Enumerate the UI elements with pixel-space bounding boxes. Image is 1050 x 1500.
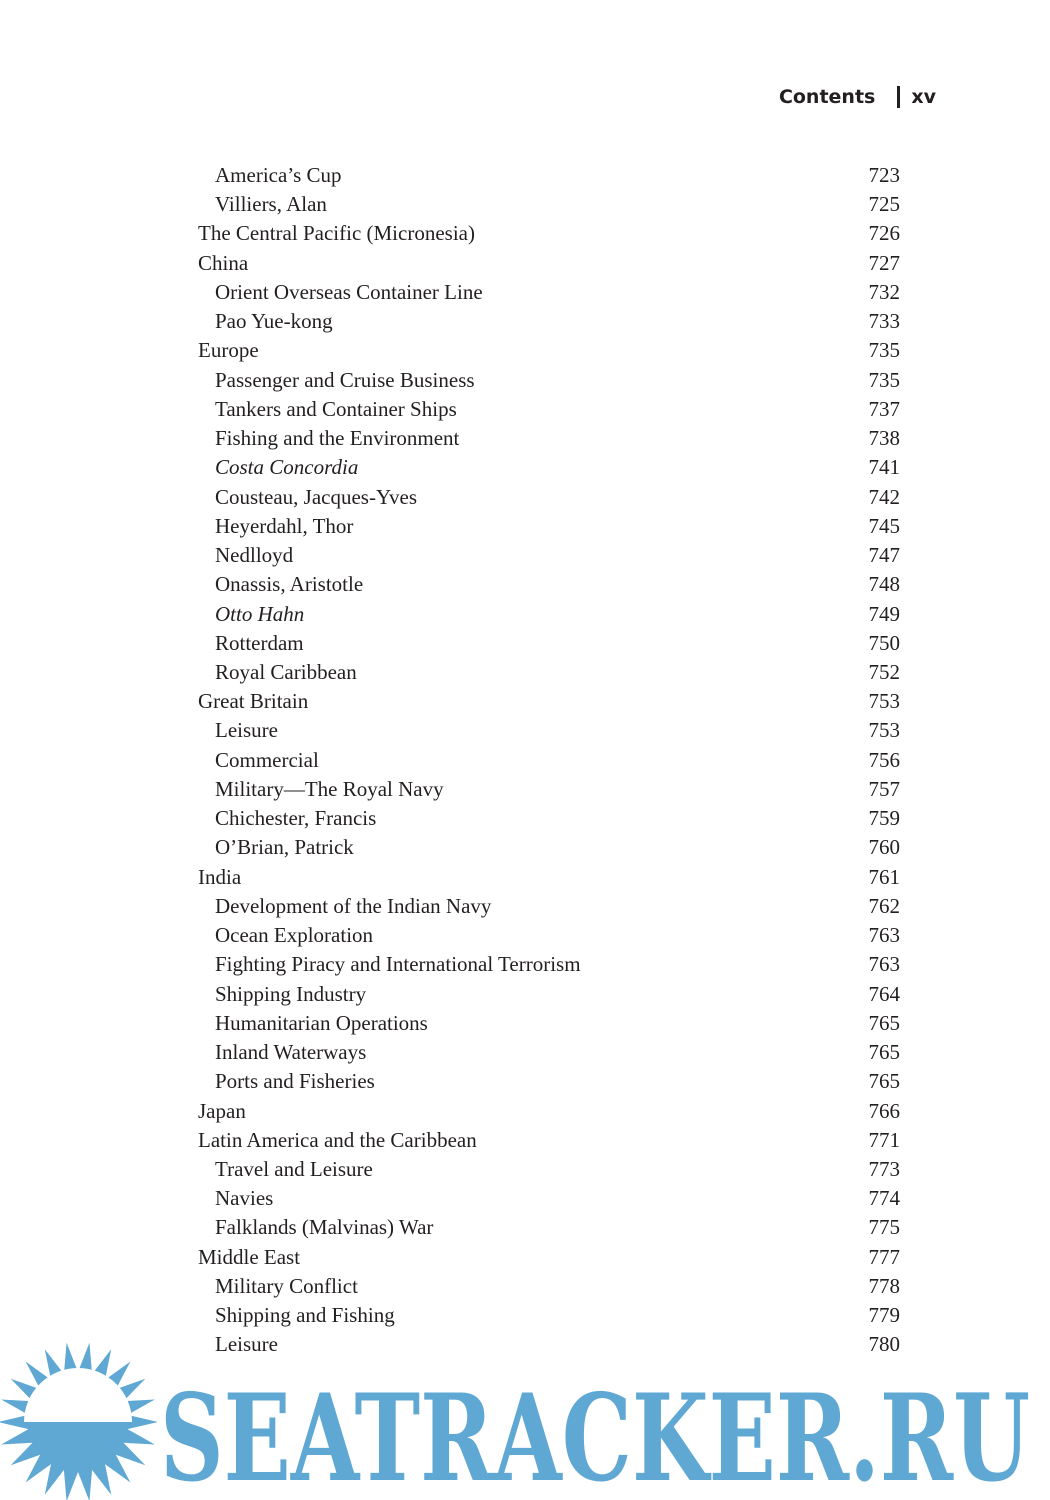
toc-entry-page: 741 xyxy=(868,455,900,480)
running-head-section: Contents xyxy=(778,86,876,108)
toc-entry-page: 778 xyxy=(868,1273,900,1298)
toc-entry-title: Humanitarian Operations xyxy=(215,1010,428,1035)
running-head-page-number: xv xyxy=(911,86,936,108)
toc-entry xyxy=(198,424,900,453)
toc-entry-title: Tankers and Container Ships xyxy=(215,396,457,421)
toc-entry-page: 727 xyxy=(868,250,900,275)
toc-entry xyxy=(198,1009,900,1038)
toc-entry-title: Costa Concordia xyxy=(215,455,359,480)
toc-entry-title: Leisure xyxy=(215,718,278,743)
toc-entry xyxy=(198,278,900,307)
toc-entry-title: Shipping Industry xyxy=(215,981,367,1006)
toc-entry-title: Cousteau, Jacques-Yves xyxy=(215,484,418,509)
toc-entry-page: 752 xyxy=(868,659,900,684)
toc-entry xyxy=(198,541,900,570)
sun-wave-line xyxy=(42,1448,114,1453)
toc-entry-title: Shipping and Fishing xyxy=(215,1303,395,1328)
toc-entry-title: Military Conflict xyxy=(215,1273,358,1298)
toc-entry xyxy=(198,950,900,979)
toc-entry-page: 773 xyxy=(868,1156,900,1181)
toc-entry-page: 765 xyxy=(868,1010,900,1035)
table-of-contents xyxy=(198,161,900,1360)
toc-entry xyxy=(198,1272,900,1301)
toc-entry xyxy=(198,1097,900,1126)
toc-entry-page: 759 xyxy=(868,806,900,831)
toc-entry xyxy=(198,1213,900,1242)
toc-entry-page: 766 xyxy=(868,1098,900,1123)
toc-entry xyxy=(198,366,900,395)
toc-entry xyxy=(198,833,900,862)
toc-entry xyxy=(198,980,900,1009)
toc-entry xyxy=(198,921,900,950)
watermark xyxy=(0,1340,1050,1500)
toc-entry xyxy=(198,512,900,541)
toc-entry xyxy=(198,892,900,921)
toc-entry-page: 777 xyxy=(868,1244,900,1269)
toc-entry-page: 764 xyxy=(868,981,900,1006)
toc-entry-page: 745 xyxy=(868,513,900,538)
toc-entry-page: 765 xyxy=(868,1040,900,1065)
watermark-text: SEATRACKER.RU xyxy=(160,1368,1030,1500)
toc-entry xyxy=(198,804,900,833)
toc-entry-page: 763 xyxy=(868,923,900,948)
toc-entry-title: Rotterdam xyxy=(215,630,304,655)
toc-entry-title: Fighting Piracy and International Terrorism xyxy=(215,952,581,977)
toc-entry xyxy=(198,570,900,599)
toc-entry-title: Royal Caribbean xyxy=(215,659,357,684)
toc-entry-page: 763 xyxy=(868,952,900,977)
toc-entry-title: Inland Waterways xyxy=(215,1040,367,1065)
toc-entry-page: 757 xyxy=(868,776,900,801)
toc-entry-page: 765 xyxy=(868,1069,900,1094)
toc-entry xyxy=(198,219,900,248)
toc-entry-title: Ocean Exploration xyxy=(215,923,374,948)
toc-entry-page: 735 xyxy=(868,367,900,392)
toc-entry xyxy=(198,1243,900,1272)
toc-entry-page: 774 xyxy=(868,1186,900,1211)
toc-entry xyxy=(198,483,900,512)
toc-entry xyxy=(198,336,900,365)
toc-entry-page: 753 xyxy=(868,718,900,743)
toc-entry-title: Villiers, Alan xyxy=(215,192,327,217)
toc-entry-title: America’s Cup xyxy=(215,163,342,187)
toc-entry-title: Onassis, Aristotle xyxy=(215,572,364,597)
toc-entry xyxy=(198,1301,900,1330)
sun-wave-line xyxy=(34,1438,122,1443)
toc-entry xyxy=(198,658,900,687)
toc-entry xyxy=(198,1126,900,1155)
toc-entry-title: India xyxy=(198,864,242,889)
toc-entry-title: Pao Yue-kong xyxy=(215,309,333,334)
toc-entry-page: 742 xyxy=(868,484,900,509)
toc-entry-page: 750 xyxy=(868,630,900,655)
toc-entry-page: 756 xyxy=(868,747,900,772)
toc-entry-title: O’Brian, Patrick xyxy=(215,835,354,860)
toc-entry xyxy=(198,775,900,804)
toc-entry xyxy=(198,190,900,219)
toc-entry-title: Navies xyxy=(215,1186,274,1211)
toc-entry xyxy=(198,1155,900,1184)
sun-wave-line xyxy=(28,1428,128,1433)
toc-entry-title: Falklands (Malvinas) War xyxy=(215,1215,434,1240)
toc-entry-title: Passenger and Cruise Business xyxy=(215,367,475,392)
toc-entry-page: 780 xyxy=(868,1332,900,1357)
toc-entry-title: Travel and Leisure xyxy=(215,1156,373,1181)
toc-entry xyxy=(198,746,900,775)
toc-entry xyxy=(198,687,900,716)
toc-entry xyxy=(198,161,900,190)
toc-entry-title: China xyxy=(198,250,249,275)
toc-entry xyxy=(198,1038,900,1067)
toc-entry-page: 723 xyxy=(868,163,900,187)
toc-entry-page: 735 xyxy=(868,338,900,363)
toc-entry-title: Japan xyxy=(198,1098,246,1123)
toc-entry-title: Latin America and the Caribbean xyxy=(198,1127,477,1152)
toc-entry-page: 779 xyxy=(868,1303,900,1328)
toc-entry-page: 771 xyxy=(868,1127,900,1152)
toc-entry-page: 738 xyxy=(868,426,900,451)
toc-entry-title: Great Britain xyxy=(198,689,309,714)
toc-entry-title: Otto Hahn xyxy=(215,601,305,626)
toc-entry xyxy=(198,249,900,278)
sun-logo-icon xyxy=(0,1343,158,1500)
toc-entry-page: 753 xyxy=(868,689,900,714)
toc-entry xyxy=(198,629,900,658)
toc-entry-title: Development of the Indian Navy xyxy=(215,893,492,918)
toc-entry-title: Middle East xyxy=(198,1244,301,1269)
toc-entry-title: Nedlloyd xyxy=(215,543,294,568)
toc-entry-page: 737 xyxy=(868,396,900,421)
toc-entry xyxy=(198,716,900,745)
toc-entry xyxy=(198,453,900,482)
toc-entry-page: 748 xyxy=(868,572,900,597)
toc-entry-title: Ports and Fisheries xyxy=(215,1069,375,1094)
running-head-divider xyxy=(897,86,900,108)
toc-entry-title: Fishing and the Environment xyxy=(215,426,460,451)
toc-entry-page: 733 xyxy=(868,309,900,334)
toc-entry-title: Heyerdahl, Thor xyxy=(215,513,354,538)
toc-entry-title: Orient Overseas Container Line xyxy=(215,279,483,304)
toc-entry-title: The Central Pacific (Micronesia) xyxy=(198,221,475,246)
toc-entry-title: Military—The Royal Navy xyxy=(215,776,444,801)
toc-entry xyxy=(198,1067,900,1096)
sun-wave-line xyxy=(52,1458,104,1463)
toc-entry-page: 725 xyxy=(868,192,900,217)
toc-entry xyxy=(198,1184,900,1213)
toc-entry-page: 732 xyxy=(868,279,900,304)
toc-entry-page: 749 xyxy=(868,601,900,626)
toc-entry-page: 726 xyxy=(868,221,900,246)
toc-entry-title: Leisure xyxy=(215,1332,278,1357)
toc-entry xyxy=(198,307,900,336)
toc-entry xyxy=(198,600,900,629)
toc-entry xyxy=(198,863,900,892)
toc-entry-page: 761 xyxy=(868,864,900,889)
toc-entry-page: 775 xyxy=(868,1215,900,1240)
toc-entry-page: 760 xyxy=(868,835,900,860)
toc-entry xyxy=(198,395,900,424)
running-head xyxy=(779,86,936,108)
toc-entry-title: Chichester, Francis xyxy=(215,806,377,831)
toc-entry-title: Europe xyxy=(198,338,259,363)
toc-entry-page: 747 xyxy=(868,543,900,568)
toc-entry-title: Commercial xyxy=(215,747,319,772)
toc-entry-page: 762 xyxy=(868,893,900,918)
